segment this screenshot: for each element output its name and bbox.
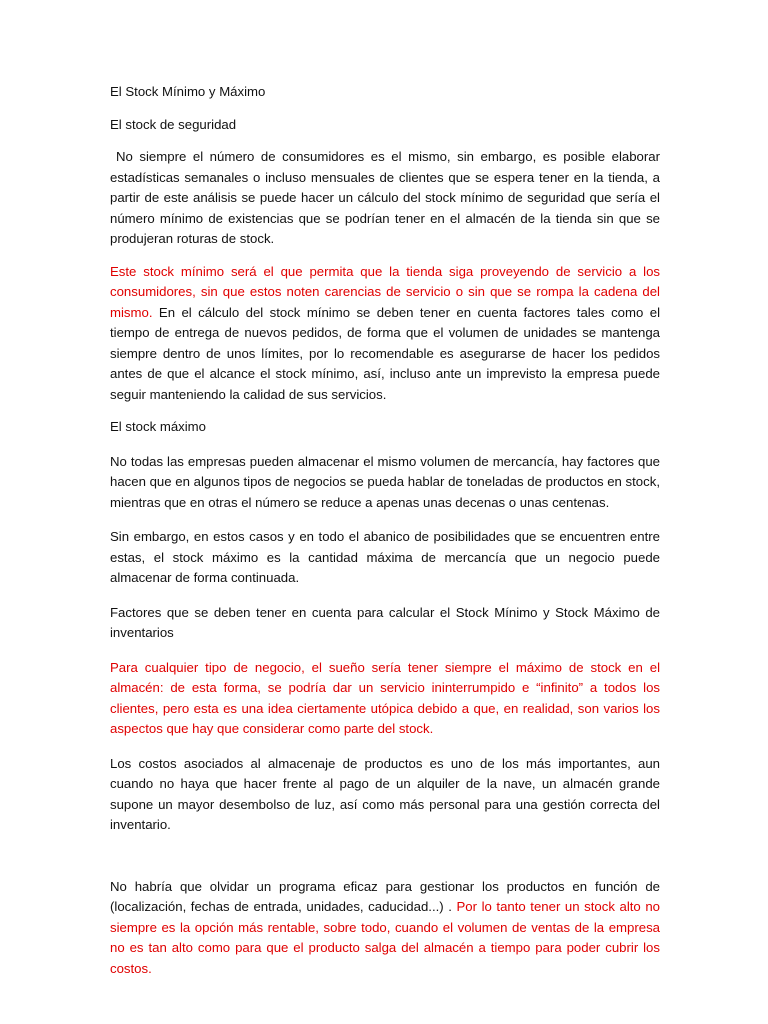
document-title: El Stock Mínimo y Máximo (110, 84, 266, 99)
paragraph-maximum-stock-definition: Sin embargo, en estos casos y en todo el abanico de posibilidades que se encuentren entre estas, el stock máximo es la cantidad máxima de mercancía que un negocio puede almacenar de forma continuada. (110, 529, 660, 585)
paragraph-safety-stock: No siempre el número de consumidores es el mismo, sin embargo, es posible elaborar estadísticas semanales o incluso mensuales de clientes que se espera tener en la tienda, a partir de este análisis se puede hacer un cálculo del stock mínimo de seguridad que sería el número mínimo de existencias que se podrían tener en el almacén de la tienda sin que se produjeran roturas de stock. (110, 149, 660, 246)
paragraph-management-program (110, 877, 660, 980)
paragraph-factors: Factores que se deben tener en cuenta para calcular el Stock Mínimo y Stock Máximo de inventarios (110, 604, 660, 640)
highlighted-text-minimum-stock: Este stock mínimo será el que permita que la tienda siga proveyendo de servicio a los consumidores, sin que estos noten carencias de servicio o sin que se rompa la cadena del mismo. (110, 263, 660, 320)
paragraph-storage-costs: Los costos asociados al almacenaje de productos es uno de los más importantes, aun cuando no haya que hacer frente al pago de un alquiler de la nave, un almacén grande supone un mayor desembolso de luz, así como más personal para una gestión correcta del inventario. (110, 755, 660, 832)
paragraph-minimum-stock (110, 262, 660, 406)
highlighted-text-high-stock: Por lo tanto tener un stock alto no siempre es la opción más rentable, sobre todo, cuando el volumen de ventas de la empresa no es tan alto como para que el producto salga del almacén a tiempo para poder cubrir los costos. (110, 899, 661, 976)
section-heading-safety-stock: El stock de seguridad (110, 116, 237, 132)
highlighted-paragraph-ideal-stock: Para cualquier tipo de negocio, el sueño sería tener siempre el máximo de stock en el almacén: de esta forma, se podría dar un servicio ininterrumpido e “infinito” a todos los clientes, pero esta es una idea ciertamente utópica debido a que, en realidad, son varios los aspectos que hay que considerar como parte del stock. (110, 659, 660, 736)
paragraph-management-program-body: No habría que olvidar un programa eficaz para gestionar los productos en función de (localización, fechas de entrada, unidades, caducidad...) . (110, 878, 660, 914)
section-heading-maximum-stock: El stock máximo (110, 419, 206, 434)
paragraph-minimum-stock-body: En el cálculo del stock mínimo se deben tener en cuenta factores tales como el tiempo de entrega de nuevos pedidos, de forma que el volumen de unidades se mantenga siempre dentro de unos límites, por lo recomendable es asegurarse de hacer los pedidos antes de que el alcance el stock mínimo, así, incluso ante un imprevisto la empresa puede seguir manteniendo la calidad de sus servicios. (110, 304, 660, 402)
paragraph-storage-volume: No todas las empresas pueden almacenar el mismo volumen de mercancía, hay factores que hacen que en algunos tipos de negocios se pueda hablar de toneladas de productos en stock, mientras que en otras el número se reduce a apenas unas decenas o unas centenas. (110, 453, 660, 510)
